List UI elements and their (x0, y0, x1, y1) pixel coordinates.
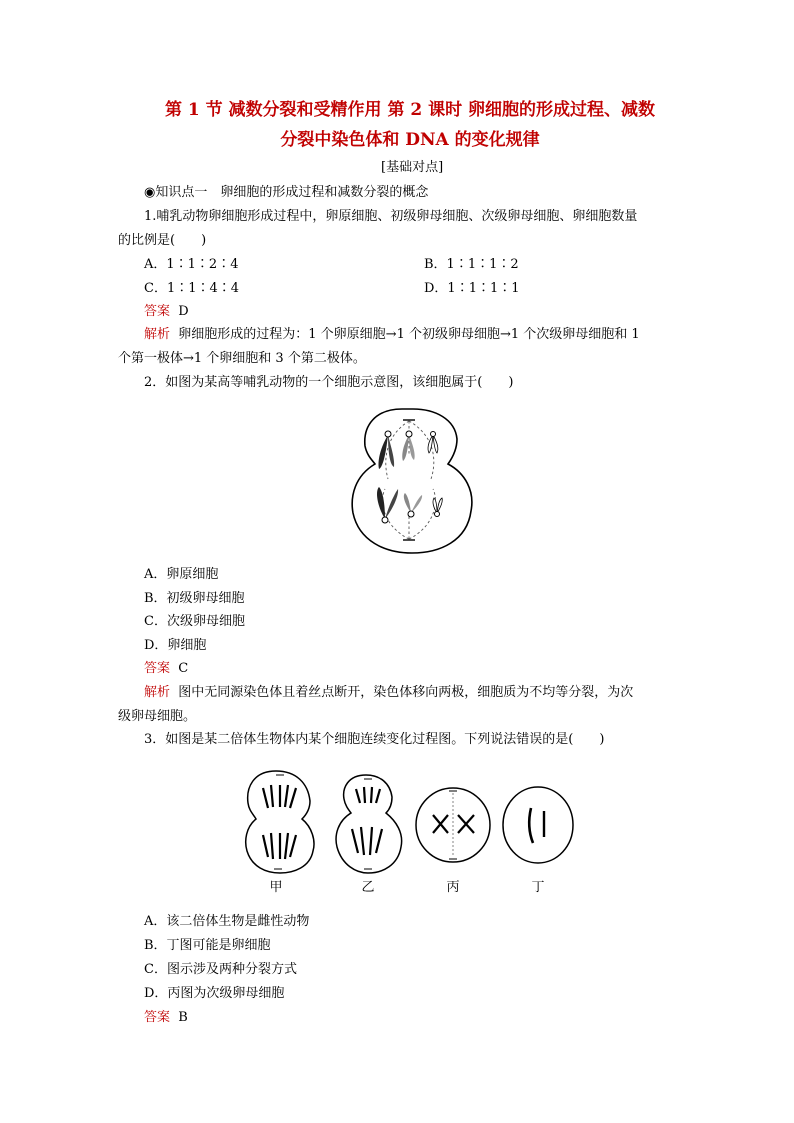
q1-option-d: D．1∶1∶1∶1 (424, 281, 520, 296)
knowledge-point-heading: ◉知识点一 卵细胞的形成过程和减数分裂的概念 (144, 185, 429, 200)
page-title-line1: 第 1 节 减数分裂和受精作用 第 2 课时 卵细胞的形成过程、减数 (164, 100, 656, 120)
q1-analysis-text1: 卵细胞形成的过程为：1 个卵原细胞→1 个初级卵母细胞→1 个次级卵母细胞和 1 (178, 327, 640, 342)
q3-option-b: B．丁图可能是卵细胞 (144, 938, 271, 953)
label-jia: 甲 (269, 880, 283, 895)
q1-stem-line1: 1.哺乳动物卵细胞形成过程中，卵原细胞、初级卵母细胞、次级卵母细胞、卵细胞数量 (144, 209, 638, 224)
label-yi: 乙 (361, 880, 375, 895)
q2-option-a: A．卵原细胞 (144, 567, 219, 582)
section-label: [基础对点] (381, 160, 444, 175)
q3-stem: 3．如图是某二倍体生物体内某个细胞连续变化过程图。下列说法错误的是( ) (144, 732, 605, 747)
q2-stem: 2．如图为某高等哺乳动物的一个细胞示意图，该细胞属于( ) (144, 375, 514, 390)
q2-option-b: B．初级卵母细胞 (144, 591, 245, 606)
q2-cell-figure (345, 401, 480, 558)
q2-answer-value: C (178, 661, 189, 676)
q3-option-d: D．丙图为次级卵母细胞 (144, 986, 285, 1001)
q1-answer (144, 304, 189, 320)
q3-cell-series-figure (238, 763, 588, 903)
cell-yi (336, 775, 402, 873)
q3-answer (144, 1010, 188, 1026)
cell-ding (503, 787, 573, 863)
q1-option-a: A．1∶1∶2∶4 (144, 257, 239, 272)
q2-analysis-line1 (144, 685, 633, 701)
q1-stem-line2: 的比例是( ) (118, 233, 207, 248)
q2-analysis-line2: 级卵母细胞。 (118, 709, 197, 724)
q2-analysis-label: 解析 (144, 685, 171, 700)
q2-option-d: D．卵细胞 (144, 638, 207, 653)
q2-answer (144, 661, 188, 677)
q2-option-c: C．次级卵母细胞 (144, 614, 245, 629)
q3-answer-label: 答案 (144, 1010, 171, 1025)
q1-analysis-label: 解析 (144, 327, 171, 342)
q1-analysis-line1 (144, 327, 640, 343)
q1-option-c: C．1∶1∶4∶4 (144, 281, 240, 296)
q1-option-b: B．1∶1∶1∶2 (424, 257, 519, 272)
page-title-line2: 分裂中染色体和 DNA 的变化规律 (280, 130, 540, 150)
label-bing: 丙 (446, 880, 460, 895)
q1-answer-value: D (178, 304, 189, 319)
cell-bing (416, 788, 490, 862)
q2-answer-label: 答案 (144, 661, 171, 676)
q3-option-a: A．该二倍体生物是雌性动物 (144, 914, 310, 929)
q2-analysis-text1: 图中无同源染色体且着丝点断开，染色体移向两极，细胞质为不均等分裂，为次 (178, 685, 634, 700)
q3-answer-value: B (178, 1010, 188, 1025)
q1-analysis-line2: 个第一极体→1 个卵细胞和 3 个第二极体。 (118, 351, 366, 366)
cell-jia (246, 771, 314, 873)
label-ding: 丁 (531, 880, 545, 895)
q3-option-c: C．图示涉及两种分裂方式 (144, 962, 297, 977)
q1-answer-label: 答案 (144, 304, 171, 319)
